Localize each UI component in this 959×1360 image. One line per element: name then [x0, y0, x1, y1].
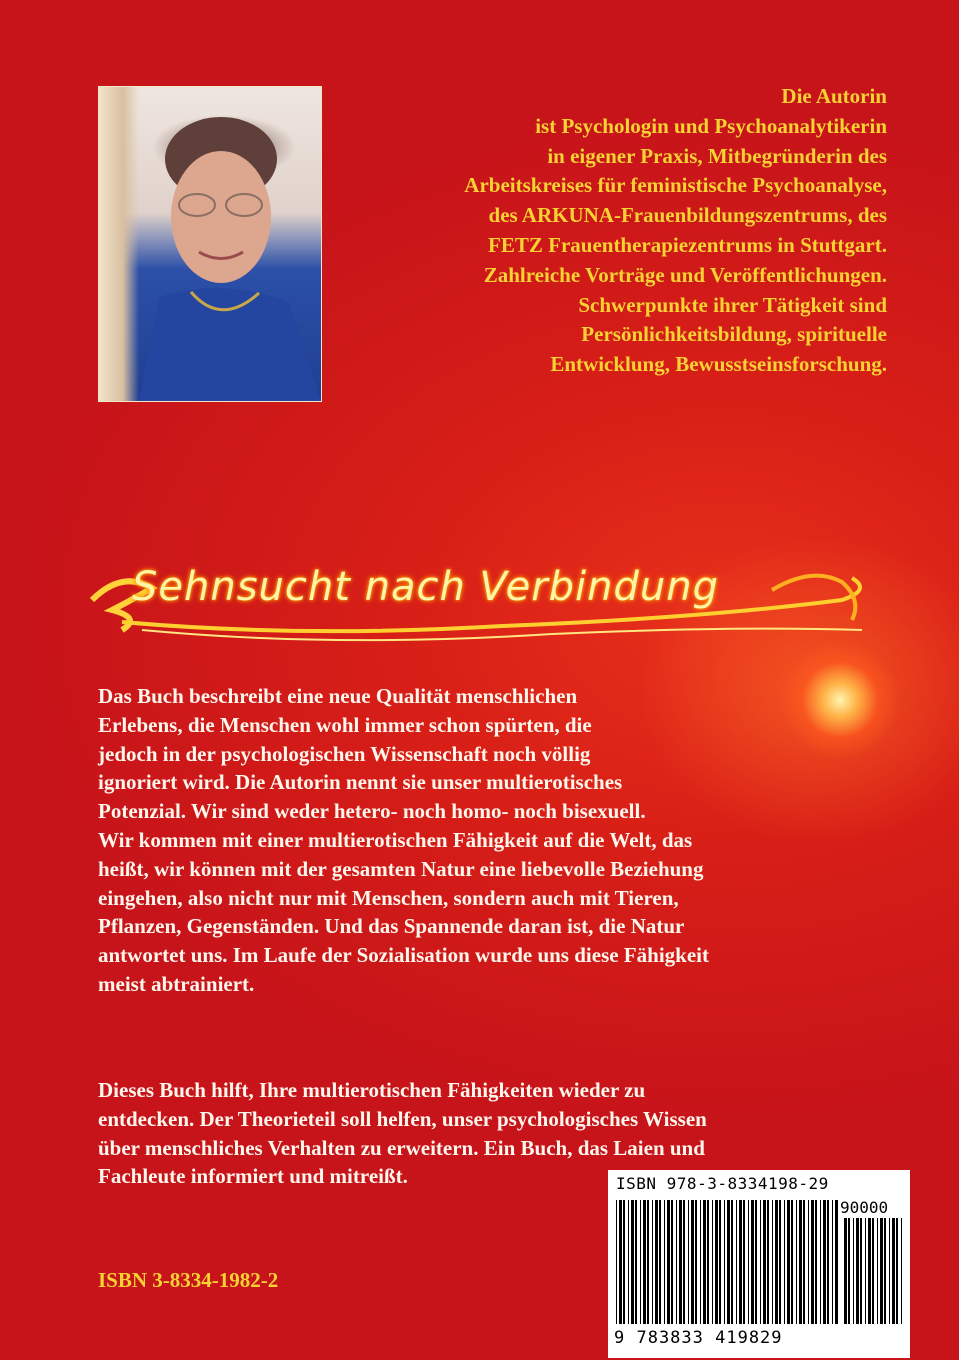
- barcode-bar: [724, 1200, 725, 1324]
- barcode-bar: [719, 1200, 721, 1324]
- desc-line: eingehen, also nicht nur mit Menschen, sondern auch mit Tieren,: [98, 885, 679, 910]
- barcode-bar: [743, 1200, 745, 1324]
- barcode-bar: [659, 1200, 661, 1324]
- barcode-bar: [820, 1200, 821, 1324]
- barcode-bar: [808, 1200, 809, 1324]
- desc-line: entdecken. Der Theorieteil soll helfen, unser psychologisches Wissen: [98, 1106, 707, 1131]
- barcode-bar: [872, 1218, 874, 1324]
- barcode-bar: [772, 1200, 773, 1324]
- bio-line: Entwicklung, Bewusstseinsforschung.: [550, 352, 887, 377]
- barcode-bar: [767, 1200, 769, 1324]
- barcode-bar: [700, 1200, 701, 1324]
- book-title-script: [82, 560, 882, 650]
- barcode-bar: [853, 1218, 854, 1324]
- isbn-label: ISBN 3-8334-1982-2: [98, 1268, 279, 1292]
- barcode-bar: [727, 1200, 730, 1324]
- barcode-bar: [896, 1218, 898, 1324]
- bio-line: FETZ Frauentherapiezentrums in Stuttgart.: [488, 232, 887, 257]
- barcode-bar: [683, 1200, 685, 1324]
- barcode-bar: [775, 1200, 778, 1324]
- barcode-bar: [628, 1200, 629, 1324]
- barcode-bar: [635, 1200, 637, 1324]
- barcode-bar: [739, 1200, 742, 1324]
- barcode-bar: [787, 1200, 790, 1324]
- barcode-bar: [640, 1200, 641, 1324]
- barcode-bar: [892, 1218, 895, 1324]
- desc-line: antwortet uns. Im Laufe der Sozialisation wurde uns diese Fähigkeit: [98, 943, 709, 968]
- barcode-bar: [695, 1200, 697, 1324]
- barcode-bar: [803, 1200, 805, 1324]
- bio-line: Zahlreiche Vorträge und Veröffentlichungen.: [483, 262, 887, 287]
- barcode-bar: [712, 1200, 713, 1324]
- barcode-bar: [832, 1200, 833, 1324]
- barcode-bar: [667, 1200, 670, 1324]
- barcode-bar: [796, 1200, 797, 1324]
- barcode-bar: [731, 1200, 733, 1324]
- barcode-bar: [823, 1200, 826, 1324]
- author-bio: [127, 82, 887, 380]
- barcode-bar: [631, 1200, 634, 1324]
- barcode-bar: [748, 1200, 749, 1324]
- bio-line: in eigener Praxis, Mitbegründerin des: [547, 143, 887, 168]
- barcode-bar: [815, 1200, 817, 1324]
- barcode-bar: [643, 1200, 646, 1324]
- barcode-bar: [655, 1200, 658, 1324]
- desc-line: Das Buch beschreibt eine neue Qualität menschlichen: [98, 684, 578, 708]
- desc-line: Potenzial. Wir sind weder hetero- noch homo- noch bisexuell.: [98, 799, 646, 824]
- bio-line: Persönlichkeitsbildung, spirituelle: [581, 322, 887, 347]
- barcode-bar: [779, 1200, 781, 1324]
- desc-line: meist abtrainiert.: [98, 971, 255, 996]
- barcode-bar: [755, 1200, 757, 1324]
- barcode-bar: [877, 1218, 878, 1324]
- desc-line: Pflanzen, Gegenständen. Und das Spannende daran ist, die Natur: [98, 914, 685, 939]
- barcode-bar: [799, 1200, 802, 1324]
- barcode-bar: [868, 1218, 871, 1324]
- barcode-bar: [751, 1200, 754, 1324]
- barcode-box: [608, 1170, 910, 1358]
- barcode-bar: [664, 1200, 665, 1324]
- desc-line: ignoriert wird. Die Autorin nennt sie unser multierotisches: [98, 770, 623, 795]
- barcode-digits: 9 783833 419829: [614, 1328, 783, 1348]
- barcode-bar: [679, 1200, 682, 1324]
- barcode-bar: [848, 1218, 850, 1324]
- barcode-addon-digits: 90000: [840, 1198, 889, 1217]
- barcode-bar: [844, 1218, 847, 1324]
- barcode-bar: [652, 1200, 653, 1324]
- desc-line: heißt, wir können mit der gesamten Natur eine liebevolle Beziehung: [98, 856, 704, 881]
- desc-line: jedoch in der psychologischen Wissenschaft noch völlig: [98, 741, 591, 766]
- bio-line: ist Psychologin und Psychoanalytikerin: [535, 113, 887, 138]
- barcode-bar: [827, 1200, 829, 1324]
- barcode-bar: [623, 1200, 625, 1324]
- desc-line: Dieses Buch hilft, Ihre multierotischen Fähigkeiten wieder zu: [98, 1078, 646, 1102]
- barcode-isbn-line: ISBN 978-3-8334198-29: [616, 1174, 829, 1193]
- barcode-bar: [860, 1218, 862, 1324]
- barcode-bar: [791, 1200, 793, 1324]
- barcode-bar: [884, 1218, 886, 1324]
- bio-line: Arbeitskreises für feministische Psychoanalyse,: [464, 173, 887, 198]
- barcode-bar: [889, 1218, 890, 1324]
- barcode-bar: [691, 1200, 694, 1324]
- barcode-bar: [865, 1218, 866, 1324]
- barcode-bar: [835, 1200, 838, 1324]
- barcode-bar: [676, 1200, 677, 1324]
- barcode-bar: [856, 1218, 859, 1324]
- barcode-bar: [707, 1200, 709, 1324]
- barcode-bar: [880, 1218, 883, 1324]
- desc-line: Erlebens, die Menschen wohl immer schon spürten, die: [98, 712, 592, 737]
- book-title: Sehnsucht nach Verbindung: [132, 564, 719, 610]
- barcode-bar: [671, 1200, 673, 1324]
- description-paragraph-1: [98, 682, 878, 999]
- barcode-bar: [616, 1200, 617, 1324]
- barcode-bar: [784, 1200, 785, 1324]
- desc-line: über menschliches Verhalten zu erweitern. Ein Buch, das Laien und: [98, 1135, 705, 1160]
- barcode-bar: [901, 1218, 902, 1324]
- bio-line: des ARKUNA-Frauenbildungszentrums, des: [488, 203, 887, 228]
- desc-line: Fachleute informiert und mitreißt.: [98, 1164, 408, 1189]
- barcode-bar: [736, 1200, 737, 1324]
- barcode-bar: [619, 1200, 622, 1324]
- barcode-bar: [763, 1200, 766, 1324]
- bio-line: Schwerpunkte ihrer Tätigkeit sind: [578, 292, 887, 317]
- barcode-bars: [614, 1200, 838, 1324]
- bio-line: Die Autorin: [781, 84, 887, 108]
- barcode-bar: [715, 1200, 718, 1324]
- barcode-bar: [703, 1200, 706, 1324]
- barcode-bar: [811, 1200, 814, 1324]
- barcode-bar: [760, 1200, 761, 1324]
- barcode-bar: [647, 1200, 649, 1324]
- barcode-addon-bars: [842, 1218, 906, 1324]
- desc-line: Wir kommen mit einer multierotischen Fähigkeit auf die Welt, das: [98, 827, 693, 852]
- barcode-bar: [688, 1200, 689, 1324]
